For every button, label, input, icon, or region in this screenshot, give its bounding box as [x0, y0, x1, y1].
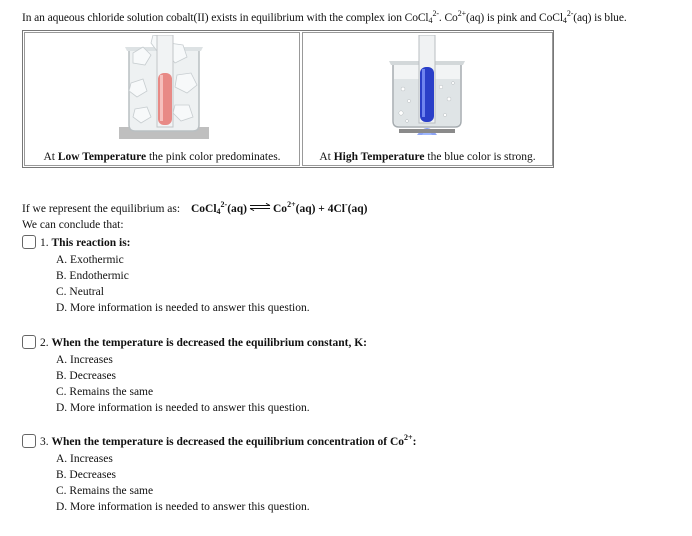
- question-1-option-d: D. More information is needed to answer this question.: [56, 302, 310, 314]
- question-1-checkbox[interactable]: [22, 235, 36, 249]
- question-2-option-d: D. More information is needed to answer this question.: [56, 402, 310, 414]
- question-1-option-a: A. Exothermic: [56, 254, 124, 266]
- question-1-option-b: B. Endothermic: [56, 270, 129, 282]
- high-temperature-cell: [302, 32, 553, 166]
- question-3-option-b: B. Decreases: [56, 469, 117, 481]
- question-3-checkbox[interactable]: [22, 434, 36, 448]
- low-temperature-caption: At Low Temperature the pink color predominates.: [43, 151, 281, 163]
- high-temperature-caption: At High Temperature the blue color is strong.: [319, 151, 536, 163]
- question-2-text: 2. When the temperature is decreased the equilibrium constant, K:: [40, 337, 367, 349]
- question-3-option-c: C. Remains the same: [56, 485, 154, 497]
- question-1-text: 1. This reaction is:: [40, 237, 131, 249]
- pink-test-tube-in-ice-image: [117, 35, 211, 139]
- equilibrium-formula: CoCl$_4^{2-}$(aq) $Co^{2+}(aq) + 4Cl^-(aq)$: [190, 200, 368, 216]
- question-3-text: 3. When the temperature is decreased the equilibrium concentration of $Co^{2+}$:: [40, 433, 417, 448]
- question-2-checkbox[interactable]: [22, 335, 36, 349]
- photo-table: [22, 30, 554, 168]
- conclude-text: We can conclude that:: [22, 219, 124, 231]
- intro-text: In an aqueous chloride solution cobalt(II) exists in equilibrium with the complex ion CoCl$_4^{2-}$. $Co^{2+}(aq)$ is pink and CoCl$_4^{2-}$(aq) is blue.: [22, 9, 627, 25]
- question-3-option-a: A. Increases: [56, 453, 113, 465]
- question-2-option-c: C. Remains the same: [56, 386, 154, 398]
- question-2-option-a: A. Increases: [56, 354, 113, 366]
- equilibrium-arrow-icon: [249, 203, 271, 211]
- equilibrium-line: [22, 200, 368, 216]
- equilibrium-lead: If we represent the equilibrium as:: [22, 203, 181, 215]
- question-3-option-d: D. More information is needed to answer this question.: [56, 501, 310, 513]
- question-1-option-c: C. Neutral: [56, 286, 104, 298]
- blue-test-tube-in-hot-water-image: [379, 35, 475, 139]
- question-2-option-b: B. Decreases: [56, 370, 117, 382]
- low-temperature-cell: [24, 32, 300, 166]
